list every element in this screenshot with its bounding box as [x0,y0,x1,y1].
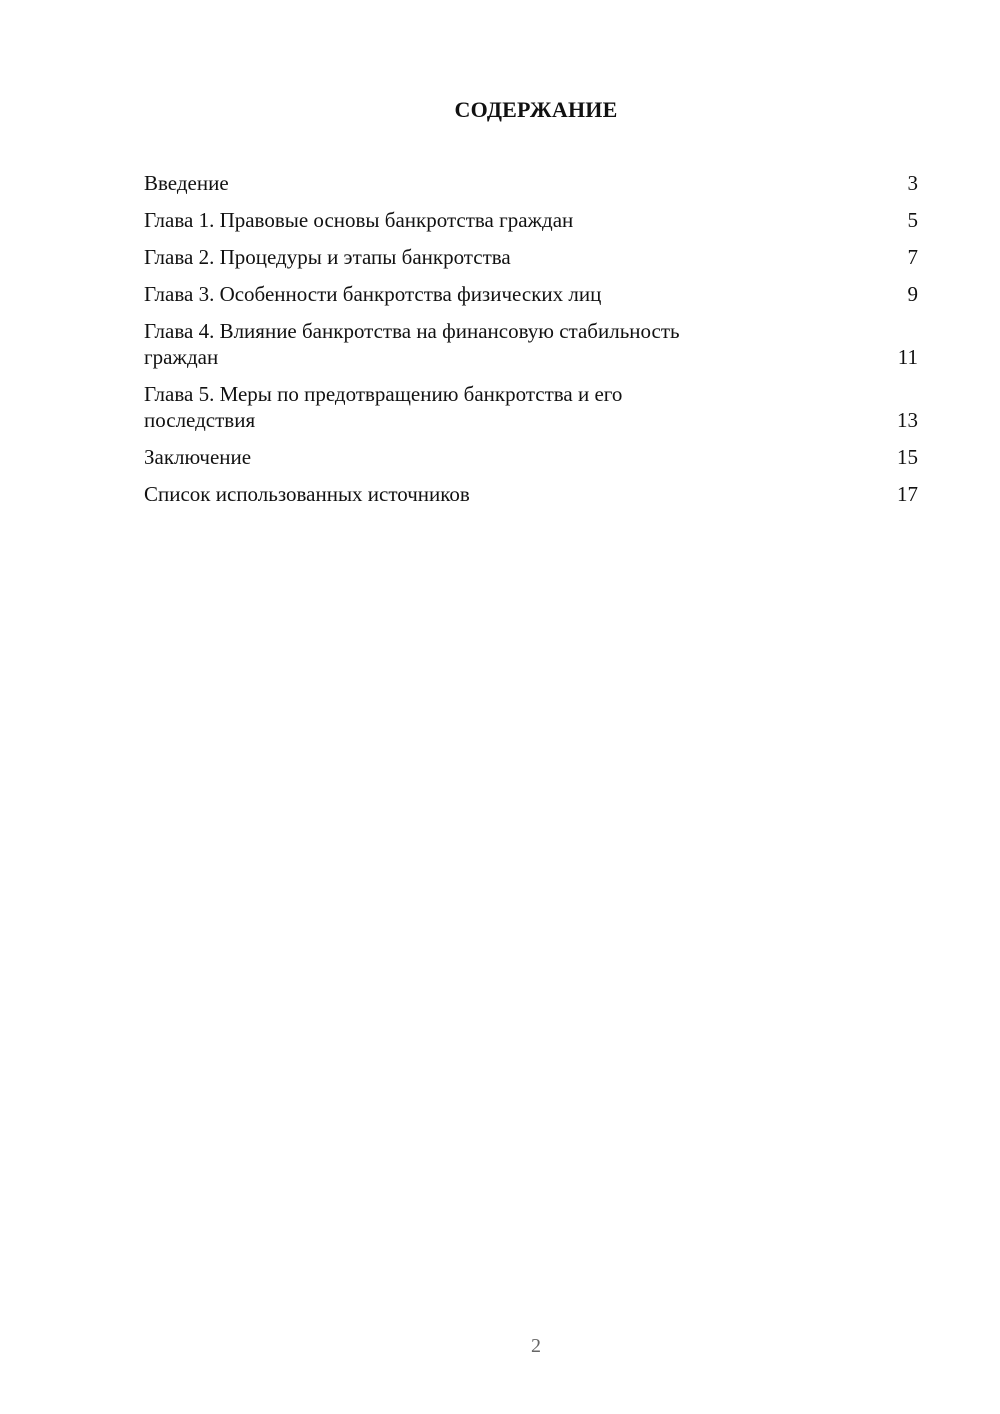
toc-entry-chapter-4 [144,318,918,370]
toc-entry-label-line: Введение [144,171,229,195]
toc-entry-page: 15 [897,445,918,469]
toc-entry-chapter-1 [144,207,918,233]
toc-entry-label [144,170,908,196]
toc-entry-label-line: Список использованных источников [144,482,470,506]
toc-entry-label-line: граждан [144,345,219,369]
toc-entry-label-line: Глава 5. Меры по предотвращению банкротства и его [144,382,623,406]
table-of-contents [144,170,918,518]
toc-entry-chapter-2 [144,244,918,270]
toc-entry-label-line: Заключение [144,445,252,469]
toc-entry-page: 9 [907,282,918,306]
toc-entry-label [144,244,908,270]
toc-entry-chapter-5 [144,381,918,433]
toc-entry-label-line: последствия [144,408,256,432]
toc-entry-page: 5 [907,208,918,232]
toc-entry-label [144,318,898,370]
toc-entry-label-line: Глава 4. Влияние банкротства на финансовую стабильность [144,319,680,343]
toc-entry-page: 7 [907,245,918,269]
toc-entry-label [144,481,897,507]
toc-entry-label-line: Глава 1. Правовые основы банкротства граждан [144,208,574,232]
toc-entry-references [144,481,918,507]
toc-entry-label-line: Глава 3. Особенности банкротства физических лиц [144,282,602,306]
toc-entry-label [144,381,897,433]
toc-entry-label [144,444,897,470]
toc-entry-introduction [144,170,918,196]
toc-entry-page: 11 [897,345,918,369]
toc-entry-label-line: Глава 2. Процедуры и этапы банкротства [144,245,511,269]
toc-entry-page: 13 [897,408,918,432]
toc-entry-label [144,281,908,307]
toc-entry-conclusion [144,444,918,470]
page-number: 2 [531,1335,541,1357]
toc-entry-page: 3 [907,171,918,195]
toc-entry-chapter-3 [144,281,918,307]
toc-entry-label [144,207,908,233]
toc-entry-page: 17 [897,482,918,506]
page-title: СОДЕРЖАНИЕ [454,97,618,122]
